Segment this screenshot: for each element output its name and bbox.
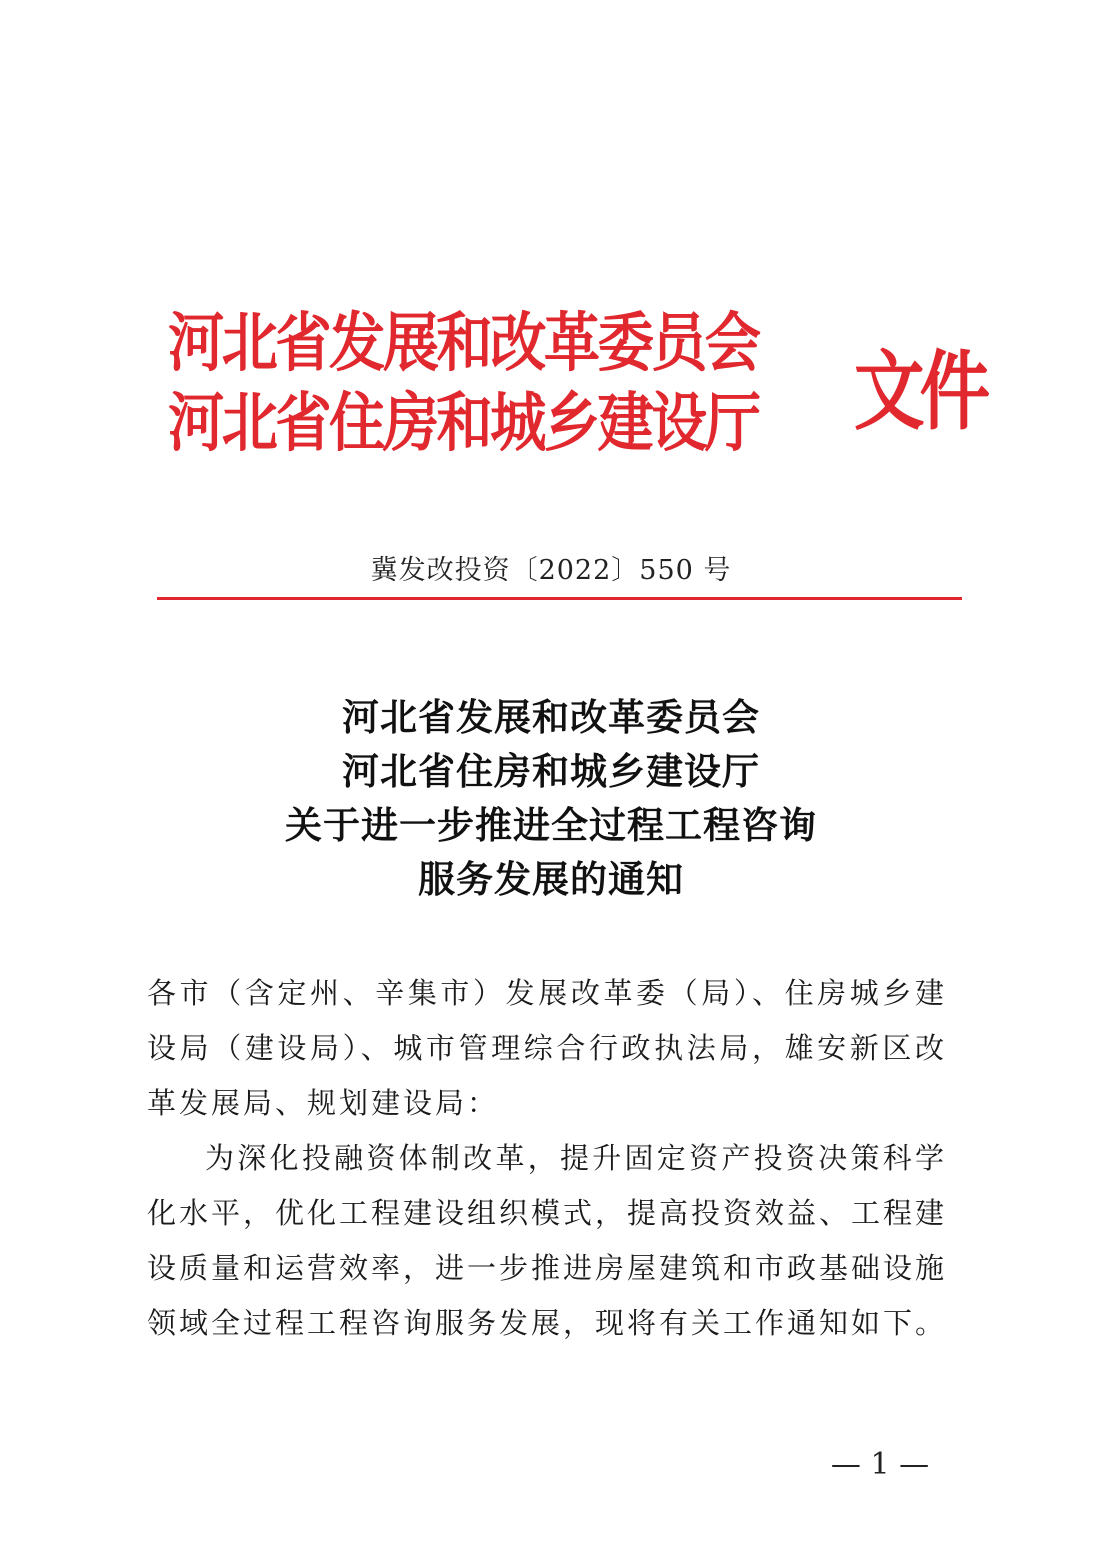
body-paragraph: 为深化投融资体制改革，提升固定资产投资决策科学化水平，优化工程建设组织模式，提高投资效益、工程建设质量和运营效率，进一步推进房屋建筑和市政基础设施领域全过程工程咨询服务发展，现将有关工作通知如下。 xyxy=(147,1141,948,1340)
document-number: 冀发改投资〔2022〕550 号 xyxy=(370,555,732,586)
masthead-org-line-2: 河北省住房和城乡建设厅 xyxy=(168,386,759,461)
masthead-org-line-1: 河北省发展和改革委员会 xyxy=(168,306,759,381)
red-masthead xyxy=(168,300,988,490)
document-title xyxy=(0,690,1102,906)
title-line-4: 服务发展的通知 xyxy=(418,857,684,901)
document-body xyxy=(147,966,947,1351)
addressee: 各市（含定州、辛集市）发展改革委（局）、住房城乡建设局（建设局）、城市管理综合行政执法局，雄安新区改革发展局、规划建设局： xyxy=(147,976,947,1120)
red-divider xyxy=(157,597,962,600)
title-line-1: 河北省发展和改革委员会 xyxy=(342,695,760,739)
page-number: — 1 — xyxy=(830,1447,930,1482)
title-line-2: 河北省住房和城乡建设厅 xyxy=(342,749,760,793)
masthead-suffix: 文件 xyxy=(854,341,986,442)
title-line-3: 关于进一步推进全过程工程咨询 xyxy=(285,803,817,847)
